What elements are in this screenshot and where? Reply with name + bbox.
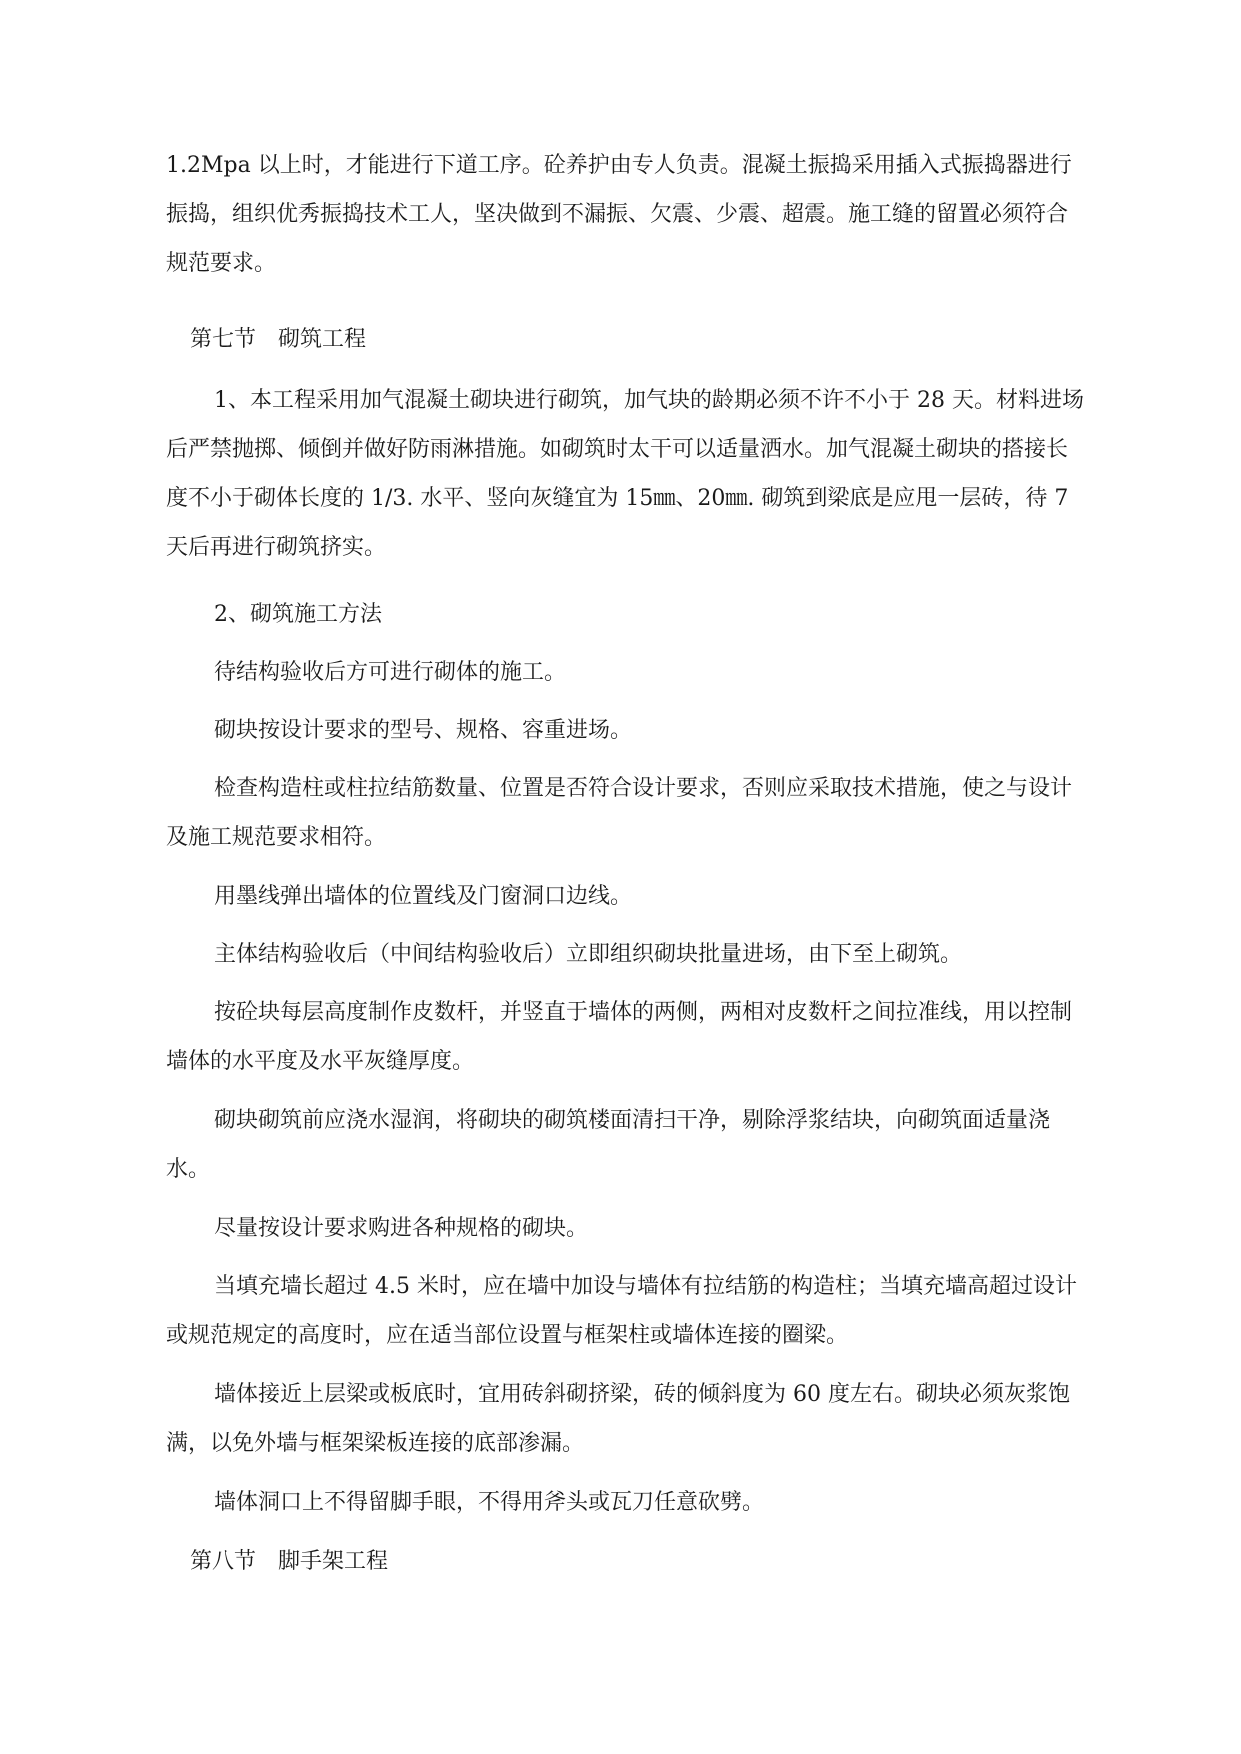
section-title: 砌筑工程: [278, 327, 367, 352]
paragraph-method-heading: 2、砌筑施工方法: [214, 602, 382, 627]
paragraph-opening: 墙体洞口上不得留脚手眼，不得用斧头或瓦刀任意砍劈。: [214, 1490, 765, 1515]
paragraph-purchase: 尽量按设计要求购进各种规格的砌块。: [214, 1216, 589, 1241]
paragraph-check-rebar: 检查构造柱或柱拉结筋数量、位置是否符合设计要求，否则应采取技术措施，使之与设计及施工规范要求相符。: [166, 776, 1073, 850]
paragraph-masonry-material: 1、本工程采用加气混凝土砌块进行砌筑，加气块的龄期必须不许不小于 28 天。材料进场后严禁抛掷、倾倒并做好防雨淋措施。如砌筑时太干可以适量洒水。加气混凝土砌块的搭接长度不小于砌体长度的 1/3. 水平、竖向灰缝宜为 15㎜、20㎜. 砌筑到梁底是应甩一层砖，待 7 天后再进行砌筑挤实。: [166, 388, 1084, 560]
section-heading-7: [190, 324, 366, 356]
paragraph-wetting: 砌块砌筑前应浇水湿润，将砌块的砌筑楼面清扫干净，剔除浮浆结块，向砌筑面适量浇水。: [166, 1108, 1051, 1182]
paragraph-acceptance: 待结构验收后方可进行砌体的施工。: [214, 660, 567, 685]
section-title: 脚手架工程: [278, 1549, 389, 1574]
paragraph-beam-contact: 墙体接近上层梁或板底时，宜用砖斜砌挤梁，砖的倾斜度为 60 度左右。砌块必须灰浆饱满，以免外墙与框架梁板连接的底部渗漏。: [166, 1382, 1070, 1456]
paragraph-main-structure: 主体结构验收后（中间结构验收后）立即组织砌块批量进场，由下至上砌筑。: [214, 942, 963, 967]
paragraph-curing: 1.2Mpa 以上时，才能进行下道工序。砼养护由专人负责。混凝土振捣采用插入式振捣器进行振捣，组织优秀振捣技术工人，坚决做到不漏振、欠震、少震、超震。施工缝的留置必须符合规范要求。: [166, 153, 1072, 276]
section-heading-8: [190, 1546, 388, 1578]
paragraph-ink-line: 用墨线弹出墙体的位置线及门窗洞口边线。: [214, 884, 633, 909]
paragraph-story-pole: 按砼块每层高度制作皮数杆，并竖直于墙体的两侧，两相对皮数杆之间拉准线，用以控制墙体的水平度及水平灰缝厚度。: [166, 1000, 1073, 1074]
paragraph-block-spec: 砌块按设计要求的型号、规格、容重进场。: [214, 718, 633, 743]
paragraph-wall-length: 当填充墙长超过 4.5 米时，应在墙中加设与墙体有拉结筋的构造柱；当填充墙高超过设计或规范规定的高度时，应在适当部位设置与框架柱或墙体连接的圈梁。: [166, 1274, 1077, 1348]
section-number: 第八节: [190, 1549, 257, 1574]
section-number: 第七节: [190, 327, 257, 352]
